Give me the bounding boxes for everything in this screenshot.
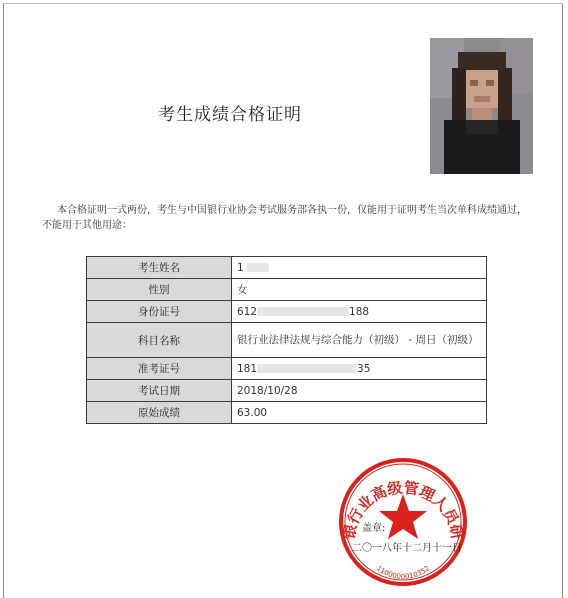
value-subject: 银行业法律法规与综合能力（初级） - 周日（初级） xyxy=(232,323,487,358)
value-gender: 女 xyxy=(232,279,487,301)
label-raw-score: 原始成绩 xyxy=(87,402,232,424)
certificate-title: 考生成绩合格证明 xyxy=(158,105,302,125)
label-exam-date: 考试日期 xyxy=(87,380,232,402)
value-exam-date: 2018/10/28 xyxy=(232,380,487,402)
applicant-photo xyxy=(430,38,533,174)
redacted-mark xyxy=(257,307,349,316)
seal-star-icon xyxy=(379,494,427,539)
value-admission-number: 181 35 xyxy=(232,358,487,380)
redacted-mark xyxy=(257,364,357,373)
label-gender: 性别 xyxy=(87,279,232,301)
table-row xyxy=(87,257,487,279)
score-table xyxy=(86,256,487,424)
table-row xyxy=(87,380,487,402)
label-id-number: 身份证号 xyxy=(87,301,232,323)
table-row xyxy=(87,301,487,323)
seal-ring-text: 银行业高级管理人员研 xyxy=(339,478,467,541)
certificate-intro: 本合格证明一式两份，考生与中国银行业协会考试服务部各执一份，仅能用于证明考生当次单科成绩通过，不能用于其他用途： xyxy=(42,205,527,231)
seal-label: 盖章: xyxy=(362,523,386,534)
label-name: 考生姓名 xyxy=(87,257,232,279)
table-row xyxy=(87,358,487,380)
value-raw-score: 63.00 xyxy=(232,402,487,424)
issue-date: 二〇一八年十二月十一日 xyxy=(352,543,462,554)
table-row xyxy=(87,279,487,301)
svg-text:1100000010352 xyxy=(375,564,431,581)
value-name: 1 xyxy=(232,257,487,279)
official-seal xyxy=(328,450,478,590)
redacted-mark xyxy=(247,263,269,272)
label-subject: 科目名称 xyxy=(87,323,232,358)
seal-serial: 1100000010352 xyxy=(374,564,432,581)
label-admission-number: 准考证号 xyxy=(87,358,232,380)
table-row xyxy=(87,402,487,424)
table-row xyxy=(87,323,487,358)
value-id-number: 612 188 xyxy=(232,301,487,323)
